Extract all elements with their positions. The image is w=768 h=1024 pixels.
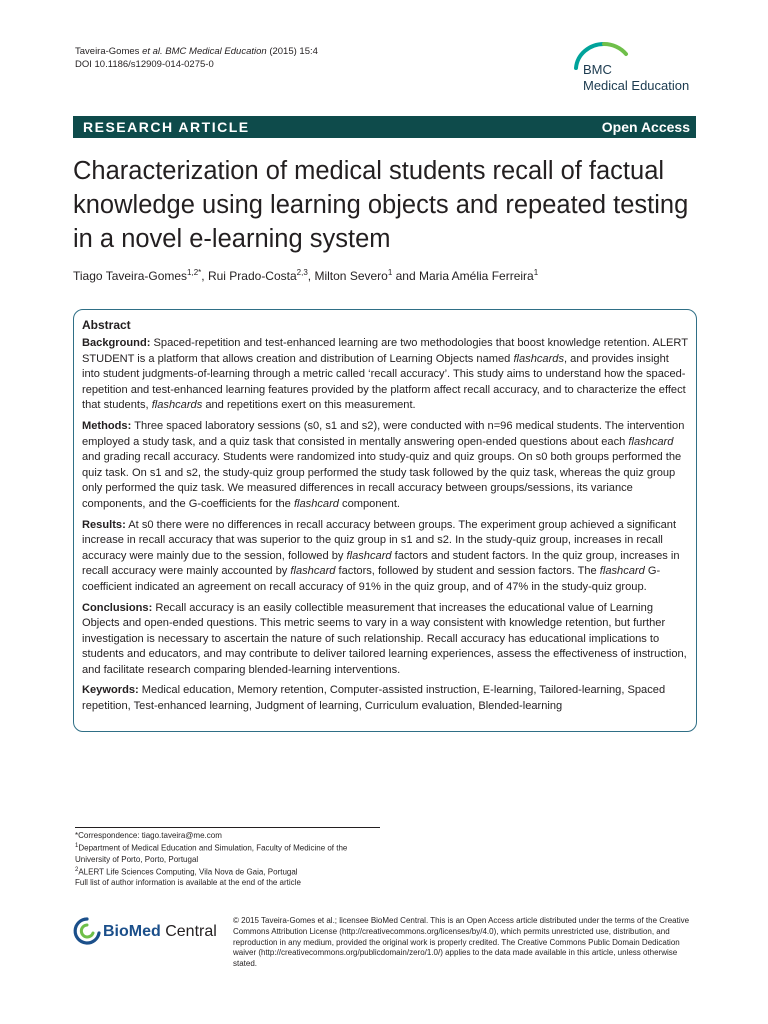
- author-affiliation-sup: 1: [387, 268, 393, 277]
- abstract-section: [82, 336, 688, 414]
- abstract-text-segment: flashcard: [599, 565, 645, 578]
- author-separator: ,: [307, 269, 315, 283]
- author-affiliation-sup: 1: [533, 268, 539, 277]
- article-type-label: RESEARCH ARTICLE: [83, 119, 250, 135]
- open-access-label: Open Access: [601, 119, 690, 135]
- abstract-section: [82, 601, 688, 679]
- citation-line: [75, 45, 318, 58]
- affiliation-2: [75, 865, 380, 878]
- abstract-text-segment: and repetitions exert on this measurement.: [202, 399, 416, 412]
- affiliation-1: [75, 841, 380, 865]
- abstract-text-segment: Medical education, Memory retention, Computer-assisted instruction, E-learning, Tailored-learning, Spaced repetition, Test-enhanced learning, Judgment of learning, Curriculum evaluation, Blended-learning: [82, 684, 666, 713]
- publisher-logo-rest: Central: [160, 923, 217, 940]
- abstract-section-label: Background:: [82, 337, 151, 349]
- article-title: Characterization of medical students recall of factual knowledge using learning objects and repeated testing in a novel e-learning system: [73, 157, 689, 253]
- abstract-text-segment: component.: [338, 497, 401, 510]
- author-affiliation-sup: 2,3: [296, 268, 308, 277]
- publisher-logo: [73, 917, 233, 949]
- abstract-section-label: Results:: [82, 518, 126, 531]
- affiliation-2-text: ALERT Life Sciences Computing, Vila Nova de Gaia, Portugal: [78, 867, 298, 877]
- author-name: Maria Amélia Ferreira: [419, 269, 534, 283]
- abstract-text-segment: Three spaced laboratory sessions (s0, s1 and s2), were conducted with n=96 medical students. The intervention employed a study task, and a quiz task that consisted in mentally answering open-ended questions about each: [82, 419, 685, 448]
- abstract-section-label: Keywords:: [82, 684, 139, 697]
- abstract-sections: [82, 336, 688, 715]
- article-type-banner: [73, 116, 696, 138]
- author-name: Rui Prado-Costa: [207, 269, 297, 283]
- citation-authors: Taveira-Gomes: [75, 46, 143, 57]
- abstract-text-segment: flashcard: [628, 435, 674, 448]
- citation-header: [75, 45, 318, 71]
- abstract-section: [82, 419, 688, 513]
- full-author-info-note: Full list of author information is available at the end of the article: [75, 878, 301, 888]
- journal-logo-line1: BMC: [583, 62, 612, 77]
- affiliation-1-sup: 1: [75, 843, 79, 849]
- author-separator: ,: [201, 269, 208, 283]
- affiliation-2-sup: 2: [75, 866, 79, 873]
- abstract-heading: Abstract: [82, 318, 131, 332]
- author-list: [73, 265, 538, 284]
- publisher-logo-text: [103, 922, 217, 942]
- abstract-text-segment: flashcard: [346, 549, 392, 562]
- license-text: © 2015 Taveira-Gomes et al.; licensee BioMed Central. This is an Open Access article distributed under the terms of the Creative Commons Attribution License (http://creativecommons.org/licenses/by/4.0), which permits unrestricted use, distribution, and reproduction in any medium, provided the original work is properly credited. The Creative Commons Public Domain Dedication waiver (http://creativecommons.org/publicdomain/zero/1.0/) applies to the data made available in this article, unless otherwise stated.: [233, 916, 690, 969]
- abstract-text-segment: flashcards: [151, 399, 203, 412]
- author-name: Tiago Taveira-Gomes: [73, 269, 188, 283]
- abstract-text-segment: flashcards: [513, 352, 564, 365]
- correspondence: *Correspondence: tiago.taveira@me.com: [75, 831, 222, 840]
- abstract-text-segment: G-coefficient indicated an agreement on recall accuracy of 91% in the quiz group, and of 47% in the study-quiz group.: [82, 565, 661, 593]
- footnotes: [75, 827, 380, 888]
- abstract-section-label: Methods:: [82, 419, 132, 432]
- abstract-text-segment: , and provides insight into student judgments-of-learning through a metric called ‘recall accuracy’. This study aims to understand how the spaced-repetition and test-enhanced learning features provided by the platform affect recall accuracy, and to characterize the effect that students,: [82, 352, 686, 412]
- author-affiliation-sup: 1,2*: [187, 268, 202, 277]
- abstract-text-segment: flashcard: [290, 565, 336, 578]
- abstract-text-segment: factors, followed by student and session factors. The: [335, 565, 600, 578]
- biomed-central-logo-icon: [73, 917, 101, 947]
- citation-journal: et al. BMC Medical Education: [142, 46, 267, 57]
- doi: DOI 10.1186/s12909-014-0275-0: [75, 59, 214, 70]
- abstract-section: [82, 683, 688, 714]
- journal-logo-line2: Medical Education: [583, 78, 690, 93]
- abstract-text-segment: factors and student factors. In the quiz group, increases in recall accuracy were mainly accounted by: [82, 549, 680, 578]
- journal-logo: [568, 40, 703, 100]
- affiliation-1-text: Department of Medical Education and Simulation, Faculty of Medicine of the University of Porto, Porto, Portugal: [75, 843, 348, 864]
- publisher-logo-bold: BioMed: [103, 923, 161, 940]
- abstract-section: [82, 518, 688, 596]
- abstract-text-segment: At s0 there were no differences in recall accuracy between groups. The experiment group achieved a significant increase in recall accuracy that was superior to the quiz group in s1 and s2. In the study-quiz group, increases in recall accuracy were mainly due to the session, followed by: [82, 518, 677, 562]
- abstract-text-segment: Recall accuracy is an easily collectible measurement that increases the educational value of Learning Objects and open-ended questions. This metric seems to vary in a way consistent with knowledge retention, but further investigation is necessary to ascertain the nature of such relationship. Recall accuracy has educational implications to students and educators, and may contribute to deliver tailored learning experiences, assess the effectiveness of instruction, and facilitate research comparing blended-learning interventions.: [82, 601, 687, 676]
- abstract-text-segment: and grading recall accuracy. Students were randomized into study-quiz and quiz groups. On s0 both groups performed the quiz task. On s1 and s2, the study-quiz group performed the study task followed by the quiz task, whereas the quiz group only performed the quiz task. We measured differences in recall accuracy between groups/sessions, its variance components, and the G-coefficients for the: [82, 451, 682, 510]
- author-separator: and: [392, 269, 419, 283]
- abstract-box: [73, 309, 697, 732]
- abstract-section-label: Conclusions:: [82, 601, 153, 614]
- author-name: Milton Severo: [314, 269, 388, 283]
- citation-details: (2015) 15:4: [266, 46, 318, 57]
- abstract-text-segment: Spaced-repetition and test-enhanced learning are two methodologies that boost knowledge retention. ALERT STUDENT is a platform that allows creation and distribution of Learning Objects named: [82, 337, 688, 365]
- abstract-text-segment: flashcard: [293, 497, 339, 510]
